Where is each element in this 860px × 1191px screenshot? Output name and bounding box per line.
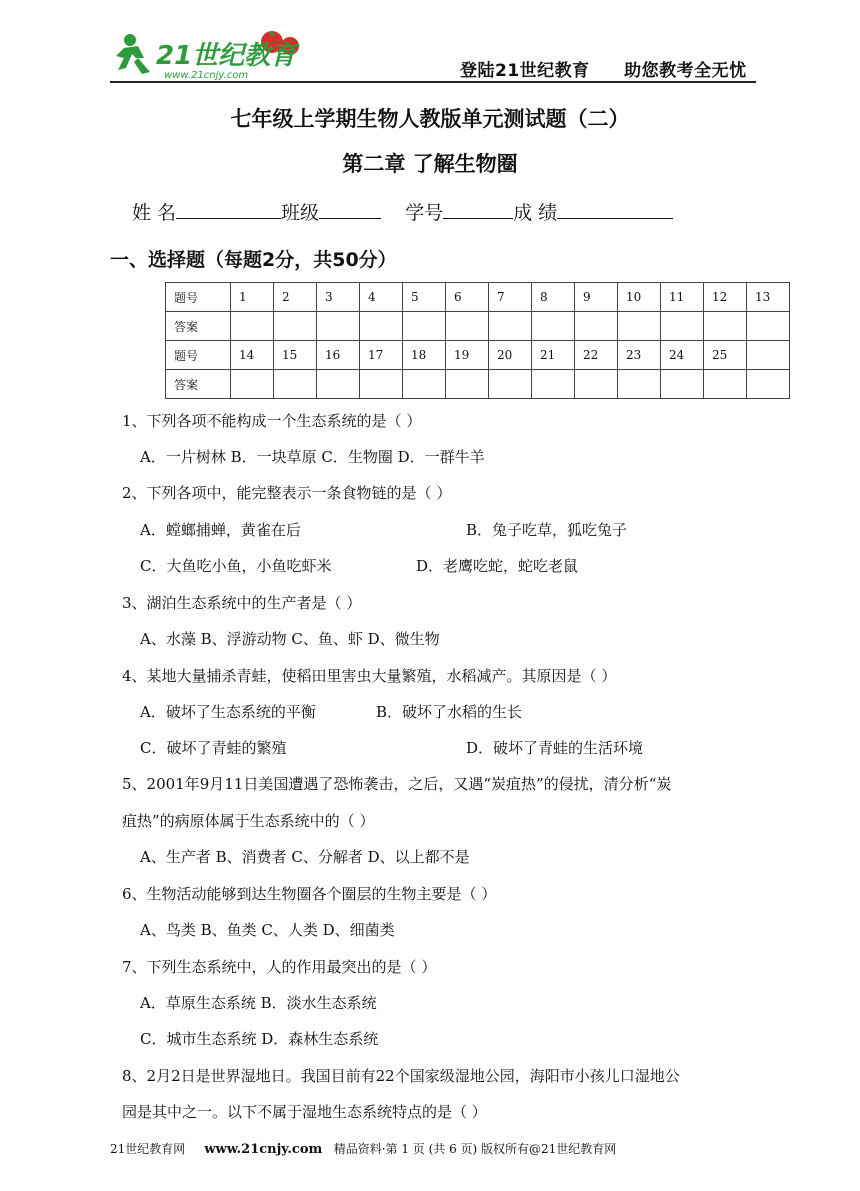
table-cell: 3 (317, 283, 360, 312)
table-cell: 21 (532, 341, 575, 370)
class-label: 班级 (281, 202, 320, 224)
answer-cell[interactable] (446, 312, 489, 341)
question-8: 8、2月2日是世界湿地日。我国目前有22个国家级湿地公园，海阳市小孩儿口湿地公 (122, 1067, 680, 1085)
table-row (166, 312, 790, 341)
student-info-line (132, 198, 673, 225)
table-cell: 13 (747, 283, 790, 312)
class-blank (319, 200, 381, 219)
question-1: 1、下列各项不能构成一个生态系统的是（ ） (122, 412, 422, 430)
table-cell: 25 (704, 341, 747, 370)
answer-cell[interactable] (446, 370, 489, 399)
table-cell: 9 (575, 283, 618, 312)
table-cell: 23 (618, 341, 661, 370)
score-blank (557, 200, 673, 219)
answer-cell[interactable] (403, 312, 446, 341)
question-4-option-a: A．破坏了生态系统的平衡 (140, 703, 316, 721)
question-2: 2、下列各项中，能完整表示一条食物链的是（ ） (122, 484, 452, 502)
answer-cell[interactable] (661, 312, 704, 341)
table-cell (747, 341, 790, 370)
answer-table (165, 282, 790, 399)
answer-cell[interactable] (403, 370, 446, 399)
answer-cell[interactable] (618, 370, 661, 399)
answer-cell[interactable] (575, 370, 618, 399)
footer-site-name: 21世纪教育网 (110, 1142, 186, 1156)
question-8-cont: 园是其中之一。以下不属于湿地生态系统特点的是（ ） (122, 1103, 487, 1121)
footer-page-info: 精品资料·第 1 页 (共 6 页) 版权所有@21世纪教育网 (333, 1142, 617, 1156)
question-7-options-cd: C．城市生态系统 D．森林生态系统 (140, 1030, 379, 1048)
table-cell: 15 (274, 341, 317, 370)
answer-cell[interactable] (231, 370, 274, 399)
answer-cell[interactable] (618, 312, 661, 341)
table-cell: 11 (661, 283, 704, 312)
question-7-options-ab: A．草原生态系统 B．淡水生态系统 (140, 994, 377, 1012)
answer-cell[interactable] (231, 312, 274, 341)
page-footer (110, 1140, 616, 1157)
table-cell: 6 (446, 283, 489, 312)
answer-cell[interactable] (661, 370, 704, 399)
question-2-option-d: D．老鹰吃蛇，蛇吃老鼠 (416, 557, 579, 575)
question-5-options: A、生产者 B、消费者 C、分解者 D、以上都不是 (140, 848, 470, 866)
answer-cell[interactable] (747, 370, 790, 399)
table-cell: 4 (360, 283, 403, 312)
name-blank (176, 200, 281, 219)
page-title: 七年级上学期生物人教版单元测试题（二） (230, 107, 630, 131)
logo-text: 21世纪教育 (156, 41, 297, 71)
table-row (166, 370, 790, 399)
header-divider (110, 81, 756, 83)
table-cell: 2 (274, 283, 317, 312)
row-label: 题号 (166, 341, 231, 370)
answer-cell[interactable] (489, 312, 532, 341)
number-label: 学号 (405, 202, 444, 224)
question-6-options: A、鸟类 B、鱼类 C、人类 D、细菌类 (140, 921, 395, 939)
table-cell: 17 (360, 341, 403, 370)
answer-cell[interactable] (360, 312, 403, 341)
question-4-option-c: C．破坏了青蛙的繁殖 (140, 739, 287, 757)
answer-cell[interactable] (747, 312, 790, 341)
table-cell: 16 (317, 341, 360, 370)
slogan-left: 登陆21世纪教育 (460, 61, 590, 81)
chapter-subtitle: 第二章 了解生物圈 (342, 152, 518, 176)
answer-cell[interactable] (360, 370, 403, 399)
header-slogan (460, 56, 747, 81)
question-6: 6、生物活动能够到达生物圈各个圈层的生物主要是（ ） (122, 885, 497, 903)
logo-url: www.21cnjy.com (164, 70, 249, 81)
site-logo (110, 28, 310, 84)
question-3: 3、湖泊生态系统中的生产者是（ ） (122, 594, 362, 612)
table-cell: 22 (575, 341, 618, 370)
table-cell: 7 (489, 283, 532, 312)
table-cell: 8 (532, 283, 575, 312)
slogan-right: 助您教考全无忧 (624, 61, 747, 81)
answer-cell[interactable] (532, 370, 575, 399)
question-1-options: A．一片树林 B．一块草原 C．生物圈 D．一群牛羊 (140, 448, 485, 466)
footer-url[interactable]: www.21cnjy.com (204, 1142, 323, 1157)
question-4: 4、某地大量捕杀青蛙，使稻田里害虫大量繁殖，水稻减产。其原因是（ ） (122, 667, 617, 685)
answer-cell[interactable] (489, 370, 532, 399)
row-label: 题号 (166, 283, 231, 312)
name-label: 姓 名 (132, 202, 177, 224)
answer-cell[interactable] (704, 312, 747, 341)
table-cell: 20 (489, 341, 532, 370)
table-cell: 12 (704, 283, 747, 312)
table-cell: 14 (231, 341, 274, 370)
row-label: 答案 (166, 370, 231, 399)
table-cell: 1 (231, 283, 274, 312)
question-4-option-b: B．破坏了水稻的生长 (376, 703, 523, 721)
question-2-option-c: C．大鱼吃小鱼，小鱼吃虾米 (140, 557, 332, 575)
score-label: 成 绩 (513, 202, 558, 224)
question-5: 5、2001年9月11日美国遭遇了恐怖袭击，之后，又遇“炭疽热”的侵扰，清分析“炭 (122, 775, 672, 793)
question-5-cont: 疽热”的病原体属于生态系统中的（ ） (122, 812, 375, 830)
answer-cell[interactable] (575, 312, 618, 341)
table-cell: 19 (446, 341, 489, 370)
table-row (166, 283, 790, 312)
number-blank (443, 200, 513, 219)
answer-cell[interactable] (317, 370, 360, 399)
answer-cell[interactable] (274, 370, 317, 399)
answer-cell[interactable] (317, 312, 360, 341)
answer-cell[interactable] (704, 370, 747, 399)
question-4-option-d: D．破坏了青蛙的生活环境 (466, 739, 644, 757)
question-2-option-a: A．螳螂捕蝉，黄雀在后 (140, 521, 301, 539)
answer-cell[interactable] (274, 312, 317, 341)
table-row (166, 341, 790, 370)
table-cell: 5 (403, 283, 446, 312)
table-cell: 24 (661, 341, 704, 370)
section-heading: 一、选择题（每题2分，共50分） (110, 249, 397, 271)
question-3-options: A、水藻 B、浮游动物 C、鱼、虾 D、微生物 (140, 630, 440, 648)
row-label: 答案 (166, 312, 231, 341)
question-7: 7、下列生态系统中，人的作用最突出的是（ ） (122, 958, 437, 976)
table-cell: 10 (618, 283, 661, 312)
answer-cell[interactable] (532, 312, 575, 341)
table-cell: 18 (403, 341, 446, 370)
question-2-option-b: B．兔子吃草，狐吃兔子 (466, 521, 628, 539)
